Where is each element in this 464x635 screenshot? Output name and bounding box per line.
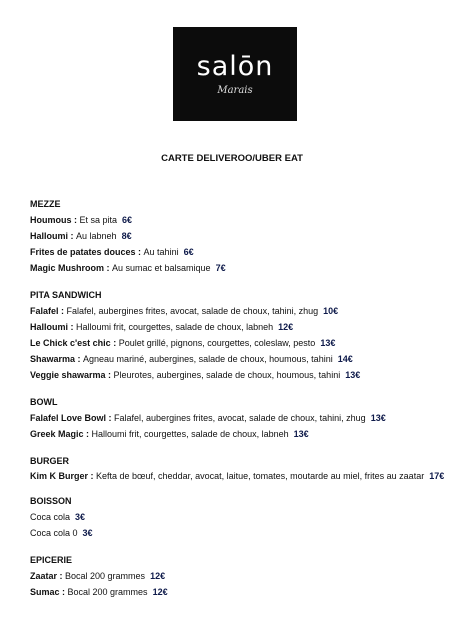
item-price: 3€ [82,528,93,538]
item-separator: : [106,413,115,423]
item-price: 13€ [320,338,336,348]
item-separator: : [75,354,84,364]
item-name: Veggie shawarma [30,370,106,380]
item-description: Au tahini [143,247,179,257]
menu-section [30,453,450,482]
item-separator: : [68,231,77,241]
item-price: 14€ [337,354,353,364]
item-name: Frites de patates douces [30,247,136,257]
item-description: Coca cola 0 [30,528,78,538]
item-description: Et sa pita [79,215,118,225]
menu-section [30,493,450,541]
menu-section [30,394,450,442]
item-description: Bocal 200 grammes [65,571,146,581]
item-name: Kim K Burger [30,471,89,481]
item-name: Magic Mushroom [30,263,105,273]
item-price: 3€ [75,512,86,522]
item-separator: : [88,471,97,481]
item-description: Falafel, aubergines frites, avocat, salade de choux, tahini, zhug [66,306,319,316]
menu-item [30,410,450,426]
item-name: Houmous [30,215,72,225]
section-title: EPICERIE [30,555,73,565]
menu-item [30,335,450,351]
item-price: 12€ [150,571,166,581]
menu-item [30,212,450,228]
item-name: Greek Magic [30,429,84,439]
item-price: 8€ [121,231,132,241]
item-price: 10€ [323,306,339,316]
menu-item [30,525,450,541]
section-title: MEZZE [30,199,61,209]
menu-section [30,196,450,276]
item-price: 12€ [278,322,294,332]
item-description: Halloumi frit, courgettes, salade de choux, labneh [76,322,274,332]
item-price: 13€ [370,413,386,423]
menu-item [30,509,450,525]
item-separator: : [57,571,66,581]
section-title: BOWL [30,397,58,407]
logo-wordmark: salōn [196,51,274,82]
item-description: Pleurotes, aubergines, salade de choux, houmous, tahini [113,370,341,380]
section-title: PITA SANDWICH [30,290,102,300]
menu-item [30,260,450,276]
menu-item [30,367,450,383]
salon-logo [173,27,297,121]
menu-item [30,470,450,482]
menu-item [30,584,450,600]
item-separator: : [135,247,144,257]
menu-item [30,244,450,260]
item-price: 12€ [152,587,168,597]
section-title: BURGER [30,456,70,466]
item-separator: : [83,429,92,439]
menu-item [30,303,450,319]
item-name: Falafel Love Bowl [30,413,107,423]
item-name: Halloumi [30,231,69,241]
item-description: Halloumi frit, courgettes, salade de choux, labneh [91,429,289,439]
item-description: Bocal 200 grammes [67,587,148,597]
item-description: Coca cola [30,512,71,522]
menu-item [30,319,450,335]
item-price: 13€ [293,429,309,439]
item-separator: : [68,322,77,332]
item-name: Shawarma [30,354,76,364]
menu-item [30,228,450,244]
item-name: Zaatar [30,571,58,581]
item-name: Halloumi [30,322,69,332]
item-name: Le Chick c'est chic [30,338,111,348]
item-separator: : [105,370,114,380]
item-price: 13€ [345,370,361,380]
logo-script: Marais [217,85,253,96]
item-separator: : [110,338,119,348]
item-separator: : [59,587,68,597]
menu-section [30,287,450,383]
item-separator: : [71,215,80,225]
item-separator: : [104,263,113,273]
item-description: Agneau mariné, aubergines, salade de choux, houmous, tahini [83,354,333,364]
item-name: Sumac [30,587,60,597]
document-title: CARTE DELIVEROO/UBER EAT [161,153,303,164]
item-price: 6€ [122,215,133,225]
item-description: Falafel, aubergines frites, avocat, salade de choux, tahini, zhug [114,413,366,423]
menu-item [30,426,450,442]
item-description: Kefta de bœuf, cheddar, avocat, laitue, tomates, moutarde au miel, frites au zaatar [96,471,425,481]
item-price: 6€ [183,247,194,257]
item-description: Au labneh [76,231,117,241]
item-description: Poulet grillé, pignons, courgettes, coleslaw, pesto [118,338,316,348]
menu [30,196,450,611]
section-title: BOISSON [30,496,72,506]
item-description: Au sumac et balsamique [112,263,211,273]
item-name: Falafel [30,306,59,316]
item-price: 7€ [215,263,226,273]
menu-item [30,568,450,584]
menu-item [30,351,450,367]
item-price: 17€ [429,471,445,481]
menu-section [30,552,450,600]
item-separator: : [58,306,67,316]
